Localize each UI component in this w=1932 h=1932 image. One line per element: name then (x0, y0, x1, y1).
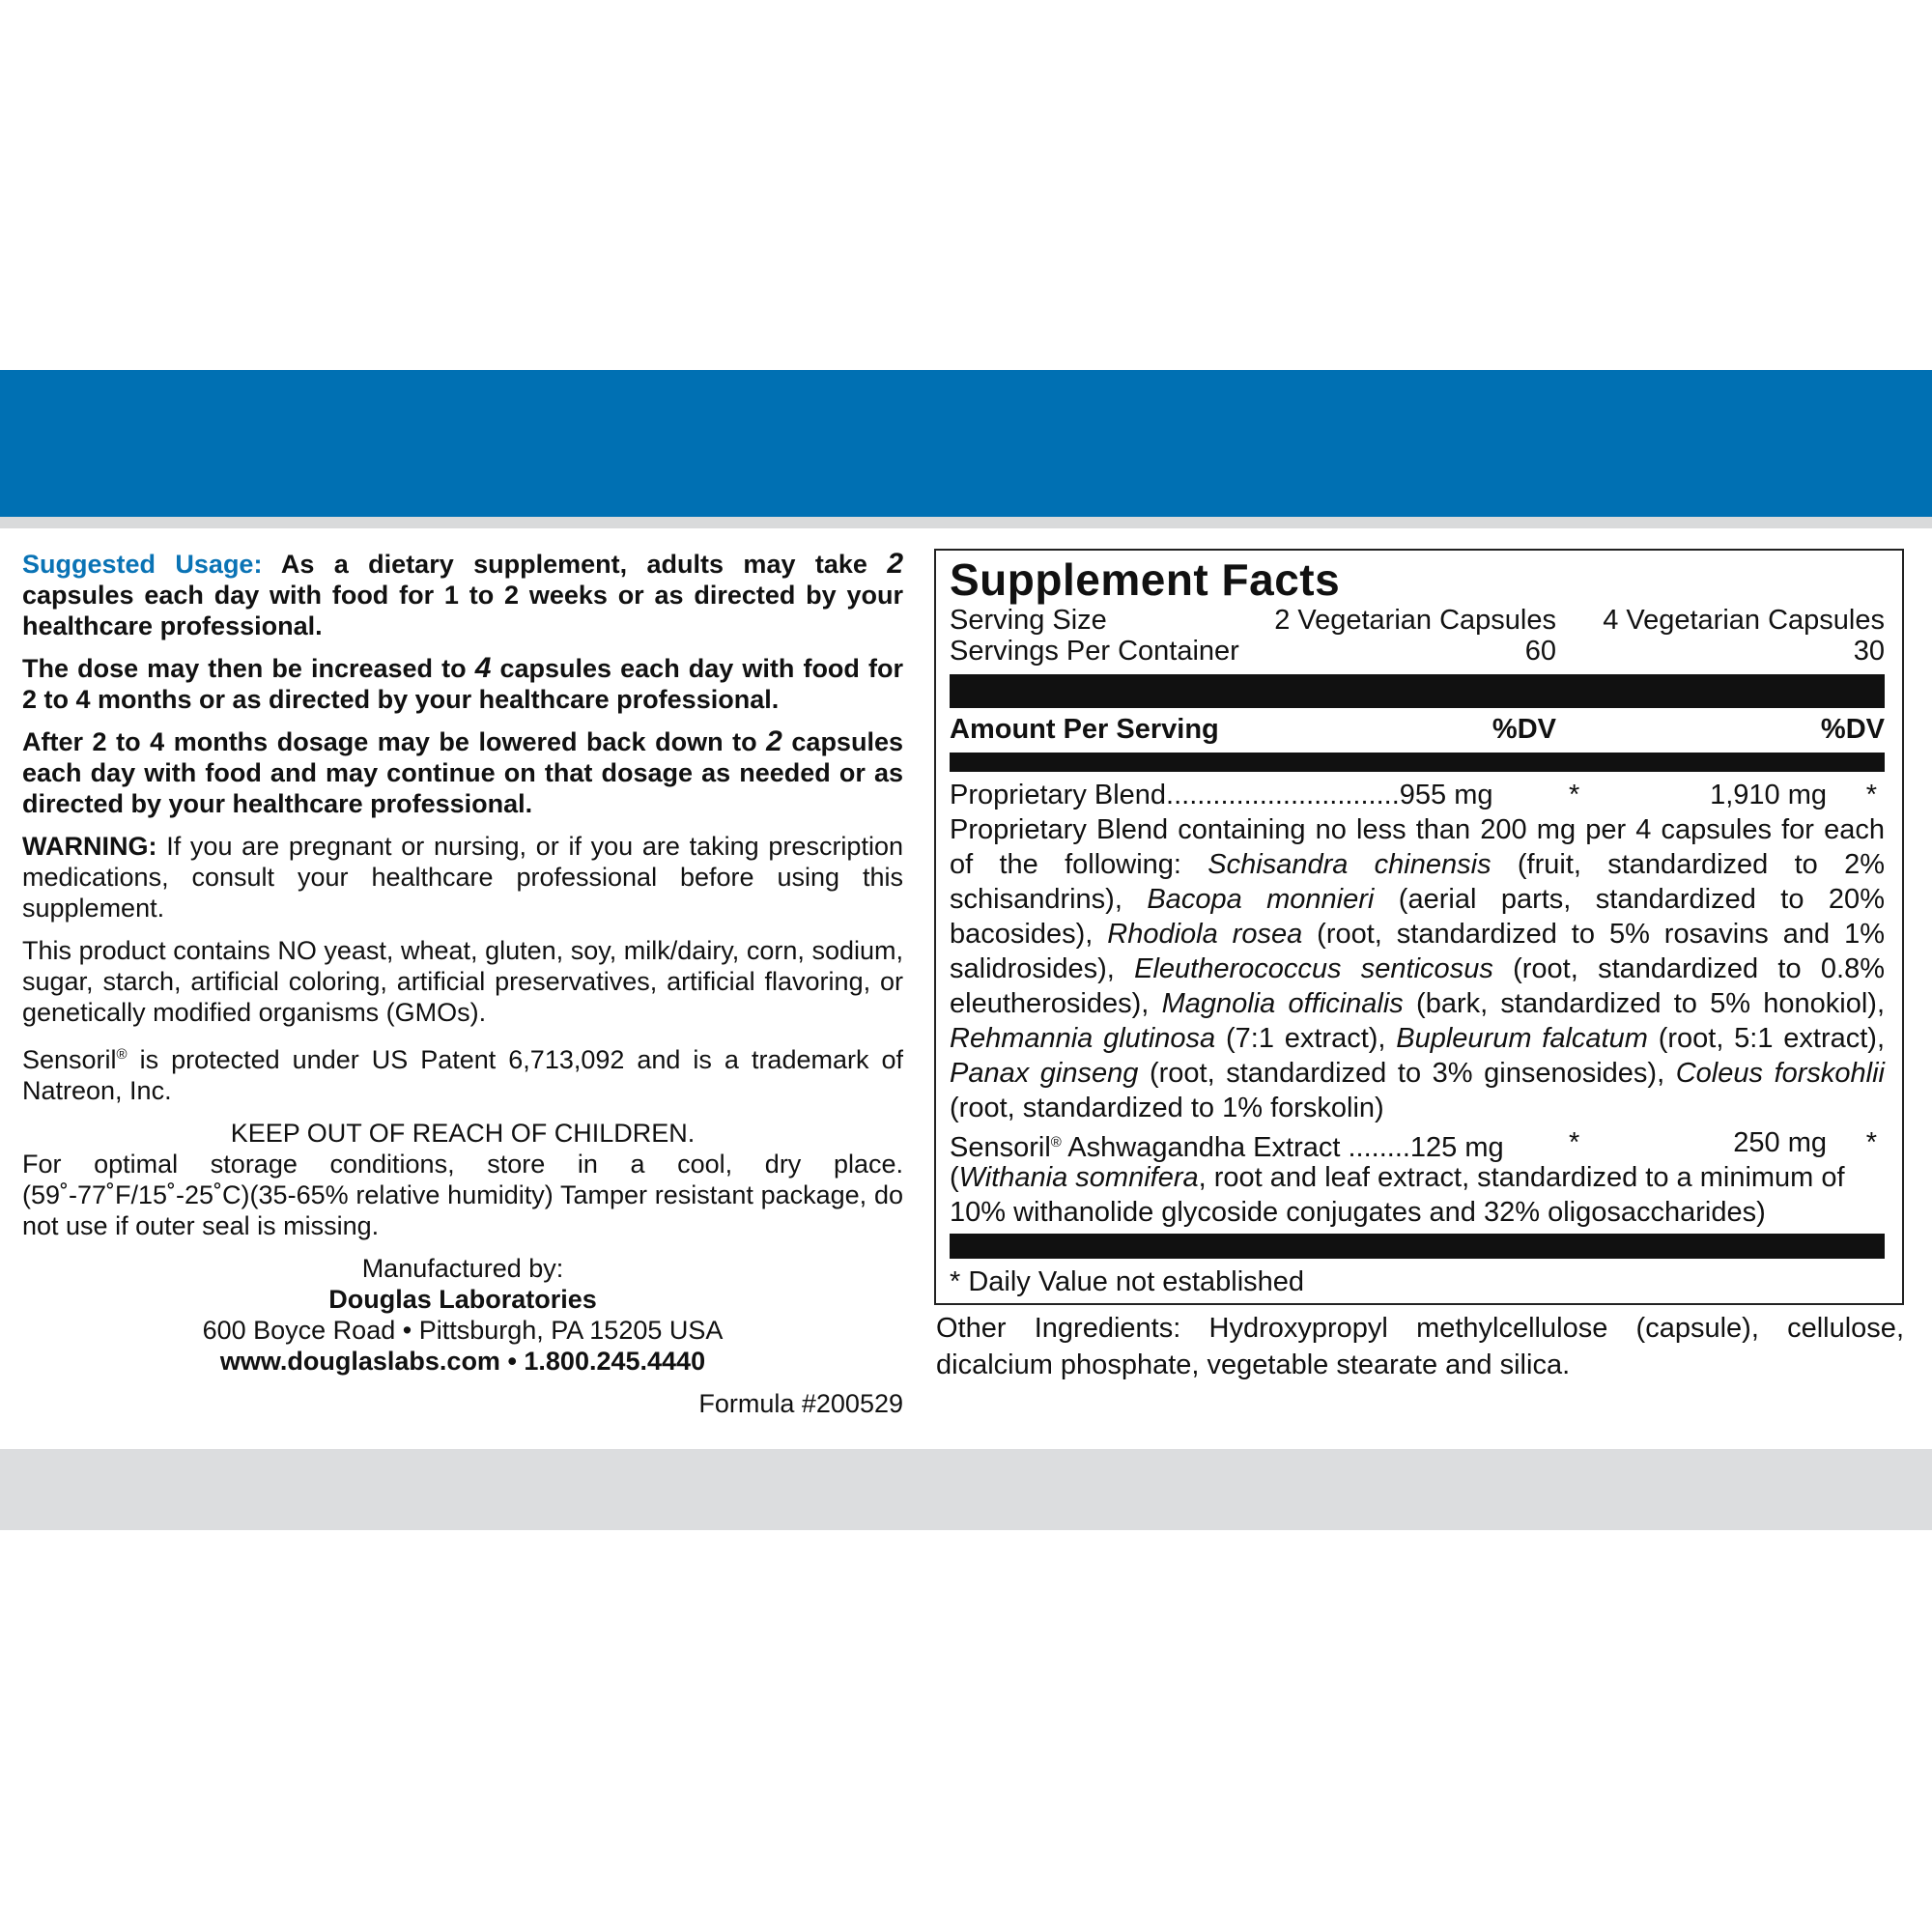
sensoril-name-amount (950, 1125, 1504, 1165)
dv-header-1: %DV (1492, 714, 1556, 745)
label-left-column (22, 549, 903, 1419)
ingredient-bacopa: Bacopa monnieri (1147, 884, 1375, 915)
manufacturer-label: Manufactured by: (361, 1254, 564, 1283)
suggested-usage-label: Suggested Usage: (22, 550, 263, 579)
formula-number: Formula #200529 (698, 1389, 903, 1418)
registered-mark: ® (1050, 1134, 1062, 1151)
ingredient-rehmannia: Rehmannia glutinosa (950, 1023, 1216, 1054)
header-blue-band (0, 370, 1932, 517)
serving-size-row (950, 605, 1885, 636)
facts-divider-thick (950, 674, 1885, 708)
blend-amount-2: 1,910 mg (1710, 780, 1827, 810)
sensoril-brand: Sensoril (950, 1132, 1051, 1163)
serving-size-label: Serving Size (950, 605, 1107, 636)
blend-desc-text: (bark, standardized to 5% honokiol), (1403, 988, 1886, 1019)
usage-text-1b: capsules each day with food for 1 to 2 weeks or as directed by your healthcare professional. (22, 581, 903, 640)
sensoril-description (950, 1160, 1885, 1230)
blend-name-amount: Proprietary Blend..............................955 mg (950, 780, 1493, 810)
usage-text-2b: capsules each day with food for 2 to 4 months or as directed by your healthcare professional. (22, 654, 903, 714)
usage-text-2a: The dose may then be increased to (22, 654, 467, 683)
blend-desc-text: (7:1 extract), (1215, 1023, 1397, 1054)
header-gray-stripe (0, 517, 1932, 528)
usage-text-3b: capsules each day with food and may continue on that dosage as needed or as directed by your healthcare professional. (22, 727, 903, 818)
manufacturer-address: 600 Boyce Road • Pittsburgh, PA 15205 USA (202, 1316, 724, 1345)
ingredient-withania: Withania somnifera (958, 1162, 1199, 1193)
patent-paragraph (22, 1039, 903, 1106)
blend-desc-text: (root, 5:1 extract), (1647, 1023, 1885, 1054)
ingredient-eleutherococcus: Eleutherococcus senticosus (1134, 953, 1493, 984)
supplement-facts-panel (934, 549, 1904, 1305)
blend-dv-1: * (1569, 780, 1580, 810)
ingredient-coleus: Coleus forskohlii (1675, 1058, 1885, 1089)
facts-divider-bottom (950, 1234, 1885, 1259)
ingredient-magnolia: Magnolia officinalis (1161, 988, 1404, 1019)
usage-capsule-count-3: 2 (766, 725, 782, 757)
blend-desc-text: (fruit, standardized to 2% schisandrins), (950, 849, 1885, 915)
storage-paragraph: For optimal storage conditions, store in a cool, dry place. (59˚-77˚F/15˚-25˚C)(35-65% relative humidity) Tamper resistant package, do not use if outer seal is missing. (22, 1150, 903, 1240)
blend-desc-text: (root, standardized to 0.8% eleutherosides), (950, 953, 1885, 1019)
serving-size-value-2: 4 Vegetarian Capsules (1603, 605, 1885, 636)
manufacturer-name: Douglas Laboratories (328, 1285, 597, 1314)
sensoril-desc-text: , root and leaf extract, standardized to a minimum of 10% withanolide glycoside conjugates and 32% oligosaccharides) (950, 1162, 1845, 1228)
sensoril-dv-1: * (1569, 1127, 1580, 1158)
ingredient-panax: Panax ginseng (950, 1058, 1139, 1089)
blend-desc-text: Proprietary Blend containing no less than 200 mg per 4 capsules for each of the following: (950, 814, 1885, 880)
sensoril-dv-2: * (1865, 1127, 1877, 1158)
manufacturer-block (22, 1253, 903, 1377)
blend-desc-text: (aerial parts, standardized to 20% bacosides), (950, 884, 1885, 950)
usage-capsule-count-1: 2 (887, 548, 903, 580)
servings-per-container-row (950, 636, 1885, 667)
usage-text-1a: As a dietary supplement, adults may take (280, 550, 867, 579)
dv-footnote: * Daily Value not established (950, 1266, 1305, 1297)
blend-desc-text: (root, standardized to 5% rosavins and 1% salidrosides), (950, 919, 1885, 984)
keep-out-warning: KEEP OUT OF REACH OF CHILDREN. (230, 1119, 696, 1148)
proprietary-blend-row (950, 778, 1885, 812)
servings-label: Servings Per Container (950, 636, 1239, 667)
warning-text: If you are pregnant or nursing, or if you are taking prescription medications, consult your healthcare professional before using this supplement. (22, 832, 903, 923)
sensoril-desc-open: ( (950, 1162, 959, 1193)
usage-paragraph-2 (22, 653, 903, 715)
amount-label: Amount Per Serving (950, 714, 1219, 745)
ingredient-schisandra: Schisandra chinensis (1208, 849, 1492, 880)
usage-capsule-count-2: 4 (474, 652, 492, 684)
warning-label: WARNING: (22, 832, 157, 861)
sensoril-text: Ashwagandha Extract ........125 mg (1061, 1132, 1504, 1163)
dv-header-2: %DV (1820, 714, 1885, 745)
serving-size-value-1: 2 Vegetarian Capsules (1274, 605, 1556, 636)
usage-paragraph-3 (22, 726, 903, 819)
facts-title: Supplement Facts (950, 554, 1341, 605)
patent-brand: Sensoril (22, 1045, 117, 1074)
blend-desc-text: (root, standardized to 3% ginsenosides), (1138, 1058, 1676, 1089)
servings-value-2: 30 (1853, 636, 1885, 667)
manufacturer-contact: www.douglaslabs.com • 1.800.245.4440 (219, 1347, 706, 1376)
servings-value-1: 60 (1524, 636, 1556, 667)
other-ingredients: Other Ingredients: Hydroxypropyl methylcellulose (capsule), cellulose, dicalcium phosphate, vegetable stearate and silica. (936, 1313, 1904, 1380)
warning-paragraph (22, 831, 903, 923)
ingredient-rhodiola: Rhodiola rosea (1107, 919, 1303, 950)
usage-paragraph-1 (22, 549, 903, 641)
registered-mark: ® (116, 1046, 128, 1063)
patent-text: is protected under US Patent 6,713,092 and is a trademark of Natreon, Inc. (22, 1045, 903, 1105)
footer-gray-band (0, 1449, 1932, 1530)
ingredient-bupleurum: Bupleurum falcatum (1396, 1023, 1648, 1054)
amount-per-serving-row (950, 708, 1885, 747)
sensoril-amount-2: 250 mg (1733, 1127, 1827, 1158)
contains-no-paragraph: This product contains NO yeast, wheat, gluten, soy, milk/dairy, corn, sodium, sugar, starch, artificial coloring, artificial preservatives, artificial flavoring, or genetically modified organisms (GMOs). (22, 936, 903, 1027)
facts-divider-medium (950, 753, 1885, 772)
sensoril-row (950, 1125, 1885, 1163)
usage-text-3a: After 2 to 4 months dosage may be lowered back down to (22, 727, 757, 756)
blend-description (950, 812, 1885, 1125)
blend-dv-2: * (1865, 780, 1877, 810)
blend-desc-text: (root, standardized to 1% forskolin) (950, 1093, 1384, 1123)
